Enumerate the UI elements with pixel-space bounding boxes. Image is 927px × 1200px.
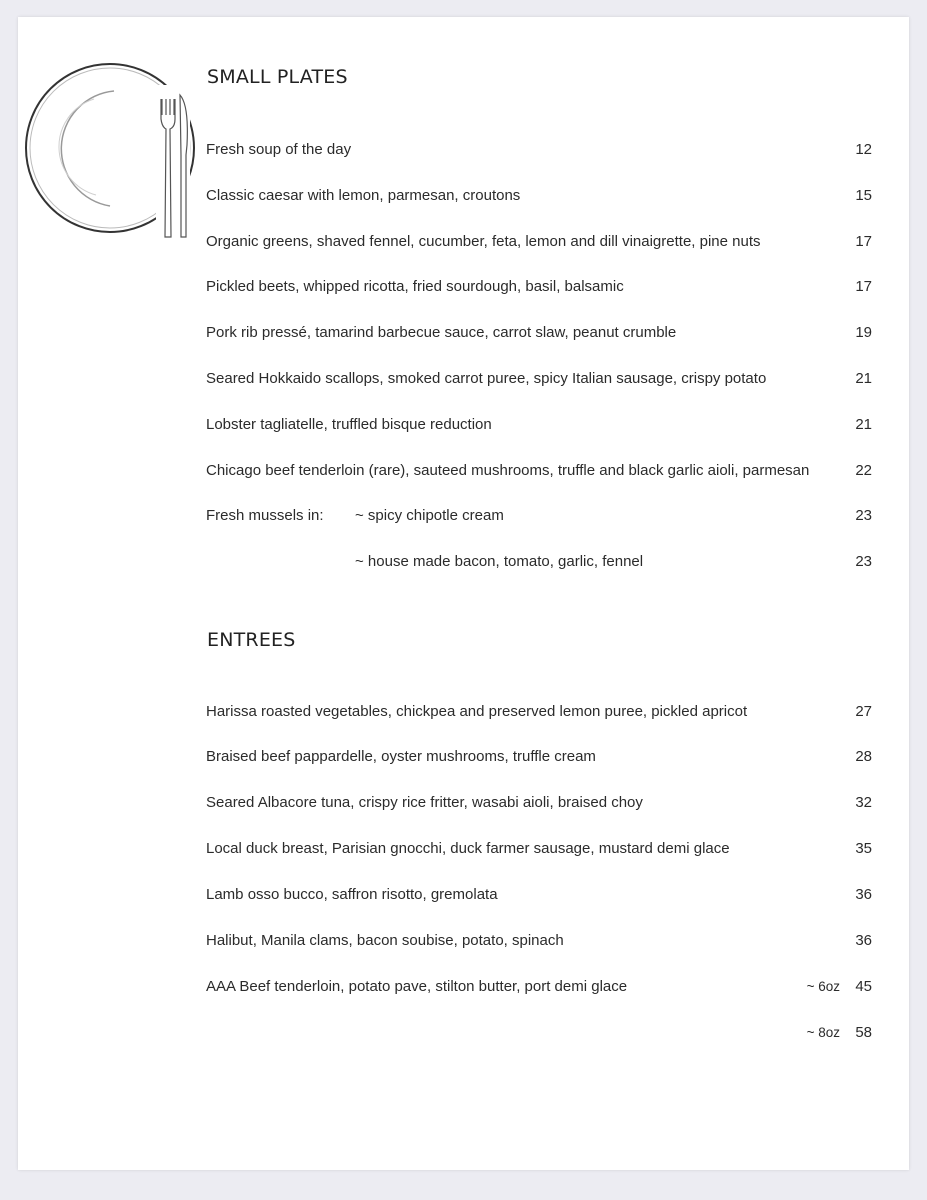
menu-item-tenderloin: [206, 976, 872, 998]
item-price: 12: [855, 141, 872, 158]
item-description: Lamb osso bucco, saffron risotto, gremolata: [206, 886, 498, 903]
menu-item: [206, 460, 872, 482]
item-size: ~ 6oz: [806, 979, 840, 994]
item-description: AAA Beef tenderloin, potato pave, stilton butter, port demi glace: [206, 978, 628, 995]
mussels-option: ~ house made bacon, tomato, garlic, fennel: [355, 553, 644, 570]
menu-item-tenderloin-size: [206, 1022, 872, 1044]
item-description: Organic greens, shaved fennel, cucumber, feta, lemon and dill vinaigrette, pine nuts: [206, 233, 761, 250]
item-price: 17: [855, 278, 872, 295]
item-price: 21: [855, 370, 872, 387]
menu-item: [206, 185, 872, 207]
item-description: Chicago beef tenderloin (rare), sauteed mushrooms, truffle and black garlic aioli, parmesan: [206, 462, 810, 479]
item-description: Seared Hokkaido scallops, smoked carrot puree, spicy Italian sausage, crispy potato: [206, 370, 767, 387]
menu-page: [18, 17, 909, 1170]
menu-item: [206, 701, 872, 723]
menu-item: [206, 276, 872, 298]
item-price: 36: [855, 932, 872, 949]
item-price: 36: [855, 886, 872, 903]
item-description: Classic caesar with lemon, parmesan, croutons: [206, 187, 521, 204]
item-price: 23: [855, 553, 872, 570]
item-price: 21: [855, 416, 872, 433]
item-price: 19: [855, 324, 872, 341]
item-description: Local duck breast, Parisian gnocchi, duck farmer sausage, mustard demi glace: [206, 840, 730, 857]
item-description: Pickled beets, whipped ricotta, fried sourdough, basil, balsamic: [206, 278, 624, 295]
item-description: Harissa roasted vegetables, chickpea and preserved lemon puree, pickled apricot: [206, 703, 748, 720]
menu-item-mussels-option: [206, 551, 872, 573]
menu-item: [206, 139, 872, 161]
item-description: Fresh soup of the day: [206, 141, 352, 158]
item-description: Braised beef pappardelle, oyster mushrooms, truffle cream: [206, 748, 596, 765]
plate-and-cutlery-icon: [24, 55, 204, 241]
menu-item: [206, 884, 872, 906]
item-description: Pork rib pressé, tamarind barbecue sauce, carrot slaw, peanut crumble: [206, 324, 677, 341]
menu-item: [206, 368, 872, 390]
menu-item: [206, 930, 872, 952]
item-price: 22: [855, 462, 872, 479]
menu-item: [206, 414, 872, 436]
item-price: 28: [855, 748, 872, 765]
menu-item: [206, 322, 872, 344]
item-description: Seared Albacore tuna, crispy rice fritter, wasabi aioli, braised choy: [206, 794, 643, 811]
small-plates-title: SMALL PLATES: [207, 66, 348, 88]
item-price: 45: [855, 978, 872, 995]
item-price: 15: [855, 187, 872, 204]
item-price: 35: [855, 840, 872, 857]
item-description: Halibut, Manila clams, bacon soubise, potato, spinach: [206, 932, 564, 949]
menu-item: [206, 746, 872, 768]
mussels-label: Fresh mussels in:: [206, 507, 324, 524]
menu-item: [206, 792, 872, 814]
item-price: 58: [855, 1024, 872, 1041]
menu-item: [206, 838, 872, 860]
item-description: Lobster tagliatelle, truffled bisque reduction: [206, 416, 492, 433]
menu-item: [206, 231, 872, 253]
mussels-option: ~ spicy chipotle cream: [355, 507, 504, 524]
entrees-title: ENTREES: [207, 629, 296, 651]
item-price: 27: [855, 703, 872, 720]
item-price: 23: [855, 507, 872, 524]
menu-item-mussels: [206, 505, 872, 527]
item-size: ~ 8oz: [806, 1025, 840, 1040]
item-price: 32: [855, 794, 872, 811]
item-price: 17: [855, 233, 872, 250]
